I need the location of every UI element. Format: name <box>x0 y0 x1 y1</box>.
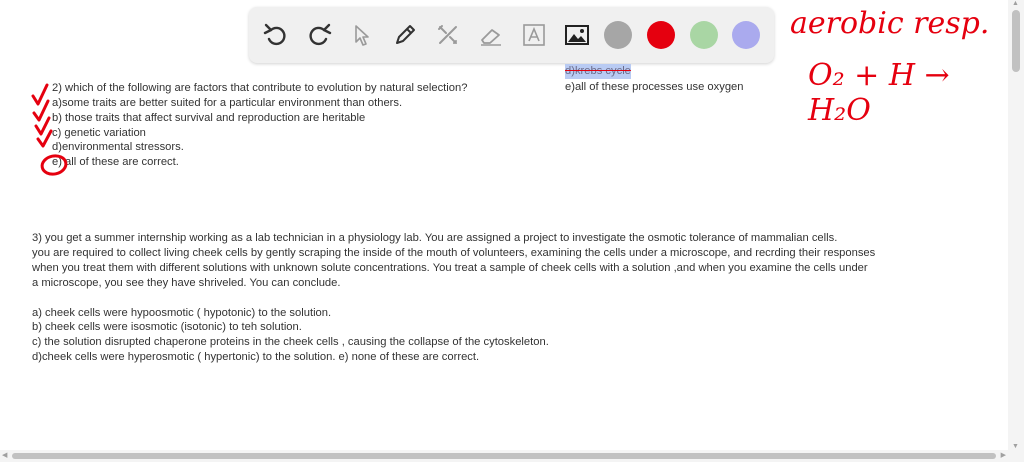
color-gray-swatch[interactable] <box>604 21 632 49</box>
color-green-swatch[interactable] <box>690 21 718 49</box>
question2-option-c: c) genetic variation <box>52 127 146 139</box>
scroll-right-arrow-icon[interactable]: ▶ <box>1000 452 1006 459</box>
tools-icon[interactable] <box>433 20 463 50</box>
question3-prompt-line1: 3) you get a summer internship working as a lab technician in a physiology lab. You are assigned a project to investigate the osmotic tolerance of mammalian cells. <box>32 232 838 244</box>
horizontal-scrollbar[interactable] <box>0 450 1008 462</box>
question3-option-c: c) the solution disrupted chaperone proteins in the cheek cells , causing the collapse of the cytoskeleton. <box>32 336 549 348</box>
eraser-icon[interactable] <box>476 20 506 50</box>
checkmark-c <box>36 118 49 134</box>
color-purple-swatch[interactable] <box>732 21 760 49</box>
select-pointer-icon[interactable] <box>347 20 377 50</box>
question3-prompt-line2: you are required to collect living cheek cells by gently scraping the inside of the mouth of volunteers, examining the cells under a microscope, and recrding their responses <box>32 247 876 259</box>
pen-icon[interactable] <box>390 20 420 50</box>
question3-option-b: b) cheek cells were isosmotic (isotonic) to teh solution. <box>32 321 302 333</box>
horizontal-scroll-thumb[interactable] <box>12 453 996 459</box>
image-icon[interactable] <box>562 20 592 50</box>
scroll-left-arrow-icon[interactable]: ◀ <box>2 452 8 459</box>
question2-option-d: d)environmental stressors. <box>52 141 184 153</box>
previous-option-d: d)krebs cycle <box>565 65 631 77</box>
question3-option-a: a) cheek cells were hypoosmotic ( hypotonic) to the solution. <box>32 307 332 319</box>
checkmark-d <box>38 131 51 146</box>
handwritten-note-equation: O₂ + H → H₂O <box>808 58 950 128</box>
scroll-up-arrow-icon[interactable]: ▲ <box>1012 0 1019 7</box>
redo-icon[interactable] <box>304 20 334 50</box>
previous-option-e: e)all of these processes use oxygen <box>565 81 744 93</box>
question3-prompt-line4: a microscope, you see they have shriveled. You can conclude. <box>32 277 341 289</box>
text-icon[interactable] <box>519 20 549 50</box>
question2-option-e: e) all of these are correct. <box>52 156 179 168</box>
question2-option-b: b) those traits that affect survival and reproduction are heritable <box>52 112 366 124</box>
scroll-down-arrow-icon[interactable]: ▼ <box>1012 443 1019 450</box>
question2-prompt: 2) which of the following are factors that contribute to evolution by natural selection? <box>52 82 468 94</box>
checkmark-a <box>33 85 47 104</box>
scrollbar-corner <box>1008 450 1024 462</box>
question2-option-a: a)some traits are better suited for a particular environment than others. <box>52 97 403 109</box>
question3-option-d: d)cheek cells were hyperosmotic ( hypertonic) to the solution. e) none of these are correct. <box>32 351 480 363</box>
question3-prompt-line3: when you treat them with different solutions with unknown solute concentrations. You treat a sample of cheek cells with a solution ,and when you examine the cells under <box>32 262 868 274</box>
color-red-swatch[interactable] <box>647 21 675 49</box>
drawing-toolbar <box>249 7 774 63</box>
vertical-scroll-thumb[interactable] <box>1012 10 1020 72</box>
handwritten-note-aerobic-resp: aerobic resp. <box>790 6 990 41</box>
checkmark-b <box>34 101 48 120</box>
undo-icon[interactable] <box>261 20 291 50</box>
vertical-scrollbar[interactable] <box>1008 0 1024 450</box>
